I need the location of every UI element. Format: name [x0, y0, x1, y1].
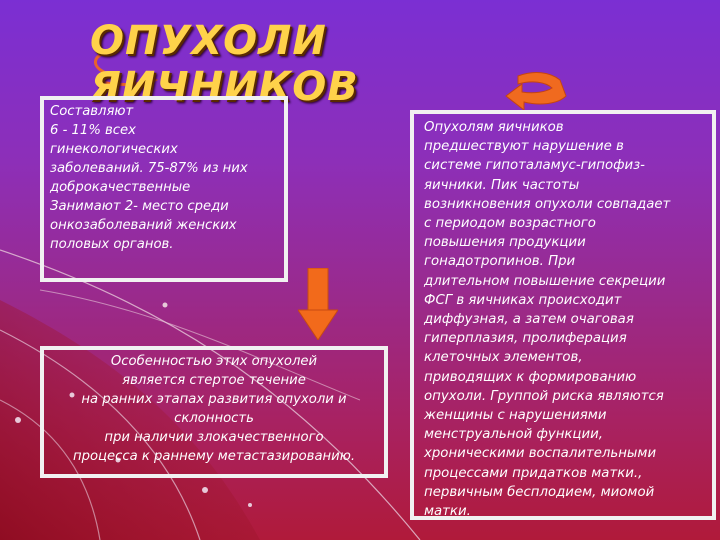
text-line: хроническими воспалительными — [424, 446, 657, 462]
etiology-textbox — [410, 110, 716, 520]
text-line: приводящих к формированию — [424, 369, 637, 385]
text-line: процесса к раннему метастазированию. — [72, 449, 356, 464]
text-line: на ранних этапах развития опухоли и — [81, 392, 347, 407]
text-line: яичники. Пик частоты — [424, 177, 580, 193]
text-line: доброкачественные — [50, 180, 191, 195]
text-line: системе гипоталамус-гипофиз- — [424, 158, 645, 174]
text-line: ФСГ в яичниках происходит — [424, 292, 622, 308]
text-line: гонадотропинов. При — [424, 254, 576, 270]
text-line: является стертое течение — [122, 373, 306, 388]
text-line: диффузная, а затем очаговая — [424, 312, 634, 328]
text-line: Особенностью этих опухолей — [110, 354, 318, 369]
arrow-down-icon — [298, 268, 338, 340]
text-line: с периодом возрастного — [424, 216, 596, 232]
text-line: при наличии злокачественного — [104, 430, 324, 445]
features-textbox — [40, 346, 388, 478]
text-line: гинекологических — [50, 142, 178, 157]
text-line: гиперплазия, пролиферация — [424, 331, 627, 347]
text-line: 6 - 11% всех — [50, 123, 136, 138]
text-line: опухоли. Группой риска являются — [424, 388, 664, 404]
text-line: первичным бесплодием, миомой — [424, 484, 655, 500]
text-line: предшествуют нарушение в — [424, 139, 624, 155]
text-line: Составляют — [50, 104, 134, 119]
text-line: заболеваний. 75-87% из них — [50, 161, 248, 176]
text-line: длительном повышение секреции — [424, 273, 666, 289]
text-line: процессами придатков матки., — [424, 465, 643, 481]
text-line: половых органов. — [50, 237, 174, 252]
prevalence-textbox — [40, 96, 288, 282]
text-line: возникновения опухоли совпадает — [424, 196, 671, 212]
text-line: матки. — [424, 504, 471, 520]
text-line: Занимают 2- место среди — [50, 199, 229, 214]
text-line: женщины с нарушениями — [424, 408, 607, 424]
text-line: онкозаболеваний женских — [50, 218, 237, 233]
text-line: повышения продукции — [424, 235, 586, 251]
text-line: склонность — [174, 411, 254, 426]
slide-title: ОПУХОЛИ ЯИЧНИКОВ — [90, 18, 359, 110]
text-line: менструальной функции, — [424, 427, 603, 443]
text-line: Опухолям яичников — [424, 120, 564, 135]
text-line: клеточных элементов, — [424, 350, 583, 366]
